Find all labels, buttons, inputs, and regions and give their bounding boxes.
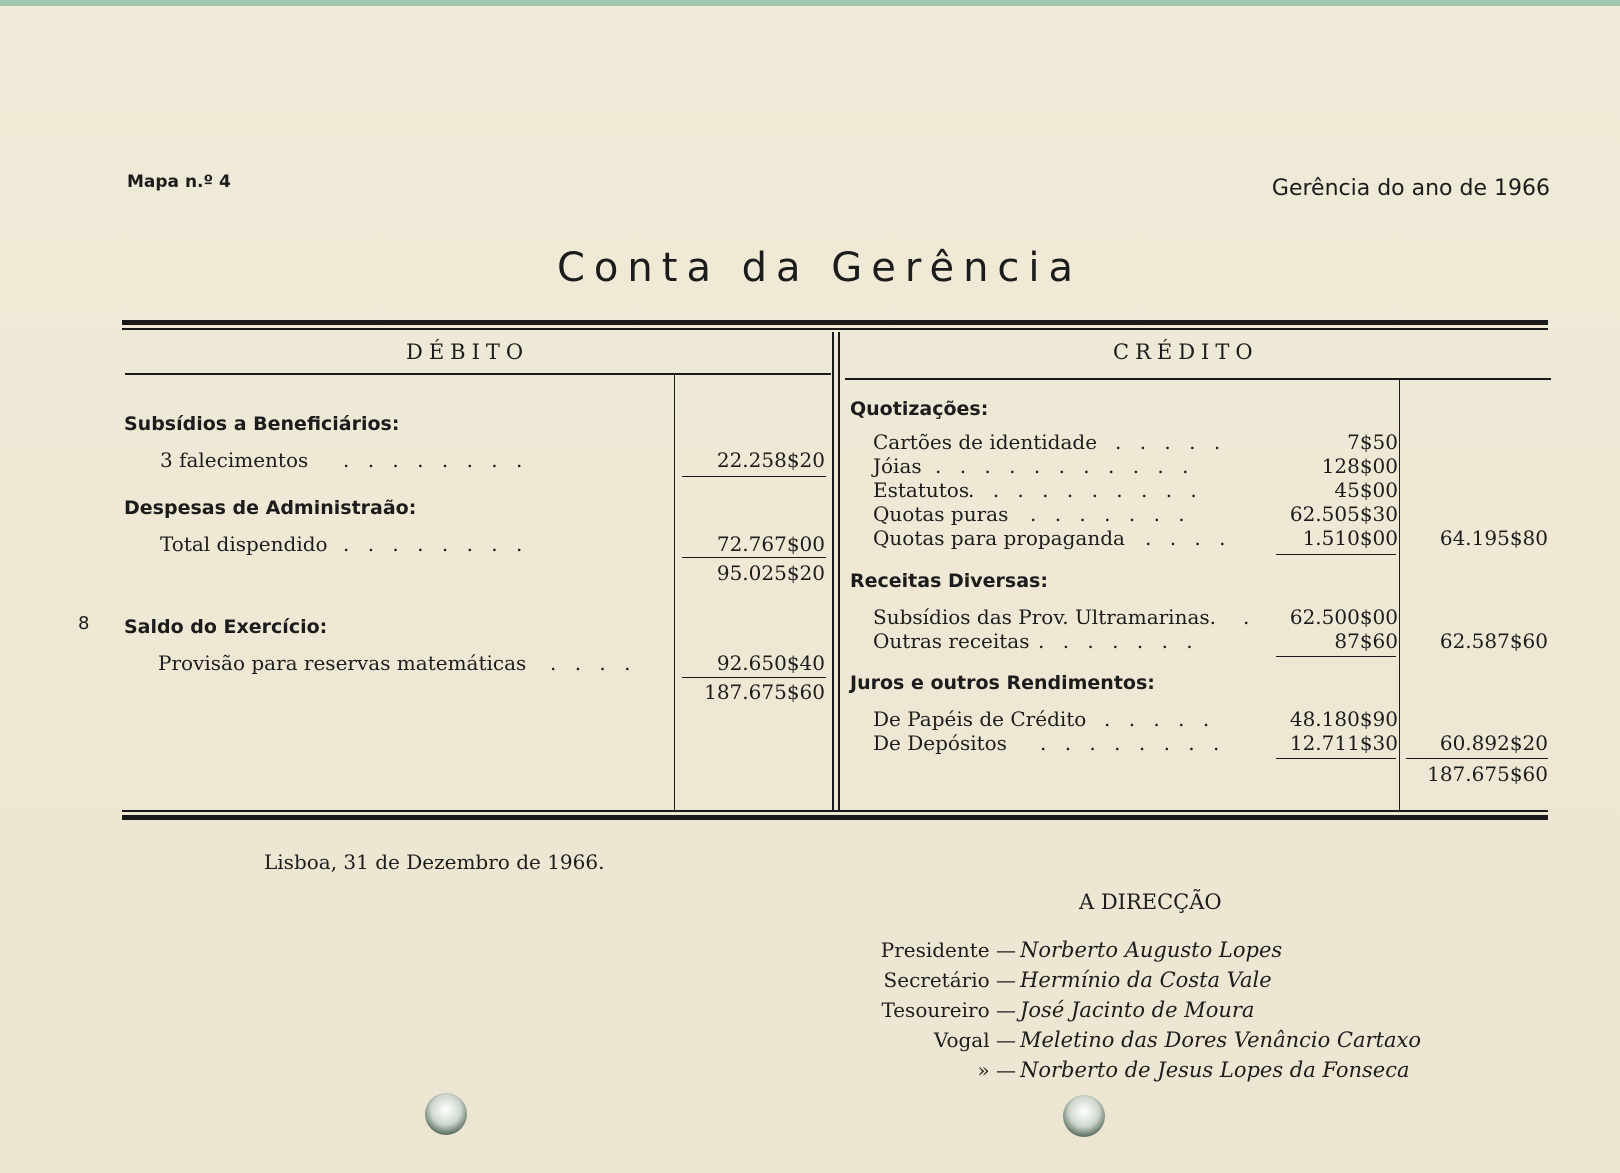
board-role: Secretário — (883, 968, 1016, 992)
debit-value-column-line (674, 375, 675, 810)
period-label: Gerência do ano de 1966 (1271, 176, 1550, 201)
credit-item-value: 62.505$30 (1289, 502, 1398, 526)
debit-subtotal: 95.025$20 (716, 561, 825, 585)
board-title: A DIRECÇÃO (1079, 890, 1222, 914)
credit-item-value: 1.510$00 (1302, 526, 1398, 550)
credit-item-value: 7$50 (1347, 430, 1398, 454)
leader-dots: . . . . (550, 651, 637, 675)
debit-underline (682, 476, 826, 477)
board-member-name: Meletino das Dores Venâncio Cartaxo (1020, 1028, 1421, 1052)
debit-section-title: Subsídios a Beneficiários: (124, 413, 400, 435)
debit-underline (682, 677, 826, 678)
page-top-edge (0, 0, 1620, 6)
debit-item-label: Total dispendido (160, 532, 328, 556)
credit-section-total: 60.892$20 (1439, 731, 1548, 755)
leader-dots: . . . . . . . . . . (968, 478, 1203, 502)
board-member-name: Norberto de Jesus Lopes da Fonseca (1020, 1058, 1410, 1082)
leader-dots: . . . . . (1115, 430, 1227, 454)
board-role: » — (977, 1058, 1016, 1082)
leader-dots: . . . . . . . . (343, 448, 529, 472)
debit-item-value: 72.767$00 (716, 532, 825, 556)
credit-heading: CRÉDITO (1113, 340, 1259, 364)
board-role: Presidente — (880, 938, 1016, 962)
board-role: Tesoureiro — (881, 998, 1016, 1022)
credit-heading-rule (845, 378, 1551, 380)
leader-dots: . . . . . . . (1038, 629, 1199, 653)
bottom-rule-thin (122, 810, 1548, 812)
board-role: Vogal — (933, 1028, 1016, 1052)
binder-hole (425, 1093, 467, 1135)
board-member-name: Hermínio da Costa Vale (1020, 968, 1272, 992)
credit-item-label: Quotas puras (873, 502, 1009, 526)
credit-item-value: 45$00 (1334, 478, 1398, 502)
credit-item-value: 128$00 (1321, 454, 1398, 478)
center-divider-right (838, 332, 840, 810)
debit-section-title: Saldo do Exercício: (124, 616, 328, 638)
debit-item-label: Provisão para reservas matemáticas (158, 651, 527, 675)
credit-item-value: 62.500$00 (1289, 605, 1398, 629)
debit-item-value: 22.258$20 (716, 448, 825, 472)
debit-section-title: Despesas de Administraão: (124, 497, 417, 519)
credit-underline (1276, 758, 1396, 759)
credit-total-underline (1406, 758, 1548, 759)
board-member-name: Norberto Augusto Lopes (1020, 938, 1283, 962)
credit-item-label: Outras receitas (873, 629, 1030, 653)
credit-section-title: Juros e outros Rendimentos: (850, 672, 1155, 694)
credit-grand-total: 187.675$60 (1427, 762, 1548, 786)
credit-section-total: 64.195$80 (1439, 526, 1548, 550)
debit-item-label: 3 falecimentos (160, 448, 309, 472)
credit-item-label: Estatutos (873, 478, 970, 502)
debit-underline (682, 557, 826, 558)
leader-dots: . . . . (1145, 526, 1232, 550)
debit-heading-rule (125, 373, 831, 375)
credit-item-label: Cartões de identidade (873, 430, 1098, 454)
page-title: Conta da Gerência (557, 245, 1083, 291)
board-member-name: José Jacinto de Moura (1020, 998, 1255, 1022)
map-label: Mapa n.º 4 (127, 172, 231, 192)
credit-underline (1276, 656, 1396, 657)
credit-section-total: 62.587$60 (1439, 629, 1548, 653)
debit-item-value: 92.650$40 (716, 651, 825, 675)
credit-total-column-line (1399, 378, 1400, 810)
credit-item-value: 12.711$30 (1289, 731, 1398, 755)
place-date: Lisboa, 31 de Dezembro de 1966. (264, 850, 605, 874)
debit-heading: DÉBITO (406, 340, 530, 364)
leader-dots: . . . . . . . . (1040, 731, 1226, 755)
top-rule-thick (122, 320, 1548, 325)
page-number: 8 (78, 613, 90, 634)
credit-section-title: Quotizações: (850, 398, 989, 420)
credit-underline (1276, 554, 1396, 555)
credit-item-label: De Depósitos (873, 731, 1007, 755)
credit-item-label: Jóias (873, 454, 922, 478)
debit-total: 187.675$60 (704, 680, 825, 704)
credit-item-label: Quotas para propaganda (873, 526, 1125, 550)
leader-dots: . . . . . . . . . . . (935, 454, 1195, 478)
credit-item-label: De Papéis de Crédito (873, 707, 1087, 731)
leader-dots: . . . . . . . (1030, 502, 1191, 526)
binder-hole (1063, 1095, 1105, 1137)
credit-section-title: Receitas Diversas: (850, 570, 1048, 592)
top-rule-thin (122, 328, 1548, 330)
leader-dots: . (1243, 605, 1256, 629)
credit-item-label: Subsídios das Prov. Ultramarinas. (873, 605, 1216, 629)
leader-dots: . . . . . (1104, 707, 1216, 731)
leader-dots: . . . . . . . . (343, 532, 529, 556)
bottom-rule-thick (122, 815, 1548, 820)
credit-item-value: 48.180$90 (1289, 707, 1398, 731)
credit-item-value: 87$60 (1334, 629, 1398, 653)
center-divider-left (832, 332, 834, 810)
